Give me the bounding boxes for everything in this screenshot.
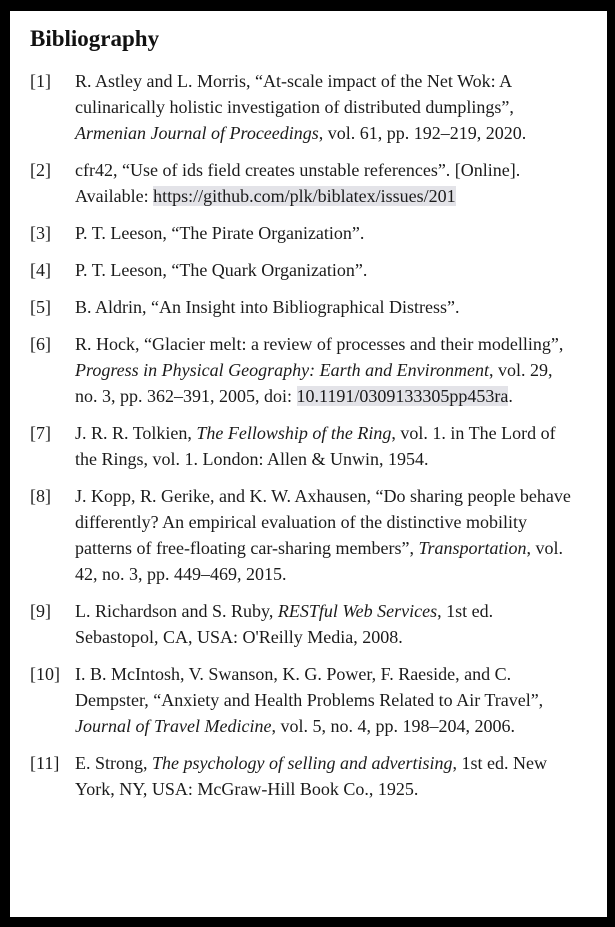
entry-number: [3] [30,223,51,243]
entry-plain-text: , vol. 5, no. 4, pp. 198–204, 2006. [271,716,515,736]
entry-italic-text: The psychology of selling and advertising [152,753,453,773]
bibliography-entry [30,483,587,587]
document-page [10,11,607,917]
bibliography-entry [30,220,587,246]
entry-number: [11] [30,753,60,773]
entry-plain-text: . [508,386,513,406]
entry-text [75,257,587,283]
entry-plain-text: P. T. Leeson, “The Pirate Organization”. [75,223,365,243]
page-title: Bibliography [30,26,160,51]
entry-number: [4] [30,260,51,280]
bibliography-list [30,68,587,802]
bibliography-entry [30,157,587,209]
entry-text [75,68,587,146]
bibliography-entry [30,598,587,650]
entry-italic-text: Armenian Journal of Proceedings [75,123,319,143]
entry-plain-text: cfr42, “Use of ids field creates unstable references”. [Online]. Available: [75,160,521,206]
entry-number: [6] [30,334,51,354]
entry-number: [5] [30,297,51,317]
entry-italic-text: Journal of Travel Medicine [75,716,272,736]
entry-plain-text: J. Kopp, R. Gerike, and K. W. Axhausen, “Do sharing people behave differently? An empirical evaluation of the distinctive mobility patterns of free-floating car-sharing members”, [75,486,571,558]
entry-link[interactable]: https://github.com/plk/biblatex/issues/201 [153,186,456,206]
entry-plain-text: L. Richardson and S. Ruby, [75,601,278,621]
entry-plain-text: , 1st ed. Sebastopol, CA, USA: O'Reilly Media, 2008. [75,601,494,647]
entry-italic-text: Transportation [418,538,527,558]
entry-text [75,750,587,802]
bibliography-entry [30,661,587,739]
entry-text [75,598,587,650]
entry-text [75,661,587,739]
entry-italic-text: Progress in Physical Geography: Earth and Environment [75,360,489,380]
entry-plain-text: , vol. 42, no. 3, pp. 449–469, 2015. [75,538,564,584]
entry-number: [9] [30,601,51,621]
entry-text [75,483,587,587]
bibliography-entry [30,257,587,283]
entry-number: [2] [30,160,51,180]
entry-plain-text: R. Hock, “Glacier melt: a review of processes and their modelling”, [75,334,564,354]
entry-text [75,420,587,472]
bibliography-entry [30,750,587,802]
entry-italic-text: The Fellowship of the Ring [196,423,392,443]
entry-plain-text: , 1st ed. New York, NY, USA: McGraw-Hill Book Co., 1925. [75,753,547,799]
entry-plain-text: B. Aldrin, “An Insight into Bibliographical Distress”. [75,297,460,317]
entry-plain-text: E. Strong, [75,753,153,773]
entry-number: [1] [30,71,51,91]
entry-plain-text: , vol. 29, no. 3, pp. 362–391, 2005, doi: [75,360,553,406]
entry-plain-text: , vol. 61, pp. 192–219, 2020. [318,123,527,143]
bibliography-entry [30,68,587,146]
bibliography-entry [30,294,587,320]
entry-italic-text: RESTful Web Services [277,601,438,621]
entry-text [75,294,587,320]
entry-number: [8] [30,486,51,506]
entry-plain-text: P. T. Leeson, “The Quark Organization”. [75,260,368,280]
entry-link[interactable]: 10.1191/0309133305pp453ra [296,386,509,406]
entry-number: [10] [30,664,60,684]
bibliography-entry [30,420,587,472]
entry-plain-text: R. Astley and L. Morris, “At-scale impact of the Net Wok: A culinarically holistic investigation of distributed dumplings”, [75,71,514,117]
entry-text [75,220,587,246]
entry-plain-text: , vol. 1. in The Lord of the Rings, vol. 1. London: Allen & Unwin, 1954. [75,423,556,469]
entry-plain-text: J. R. R. Tolkien, [75,423,197,443]
entry-plain-text: I. B. McIntosh, V. Swanson, K. G. Power, F. Raeside, and C. Dempster, “Anxiety and Health Problems Related to Air Travel”, [75,664,544,710]
entry-number: [7] [30,423,51,443]
entry-text [75,157,587,209]
bibliography-entry [30,331,587,409]
entry-text [75,331,587,409]
